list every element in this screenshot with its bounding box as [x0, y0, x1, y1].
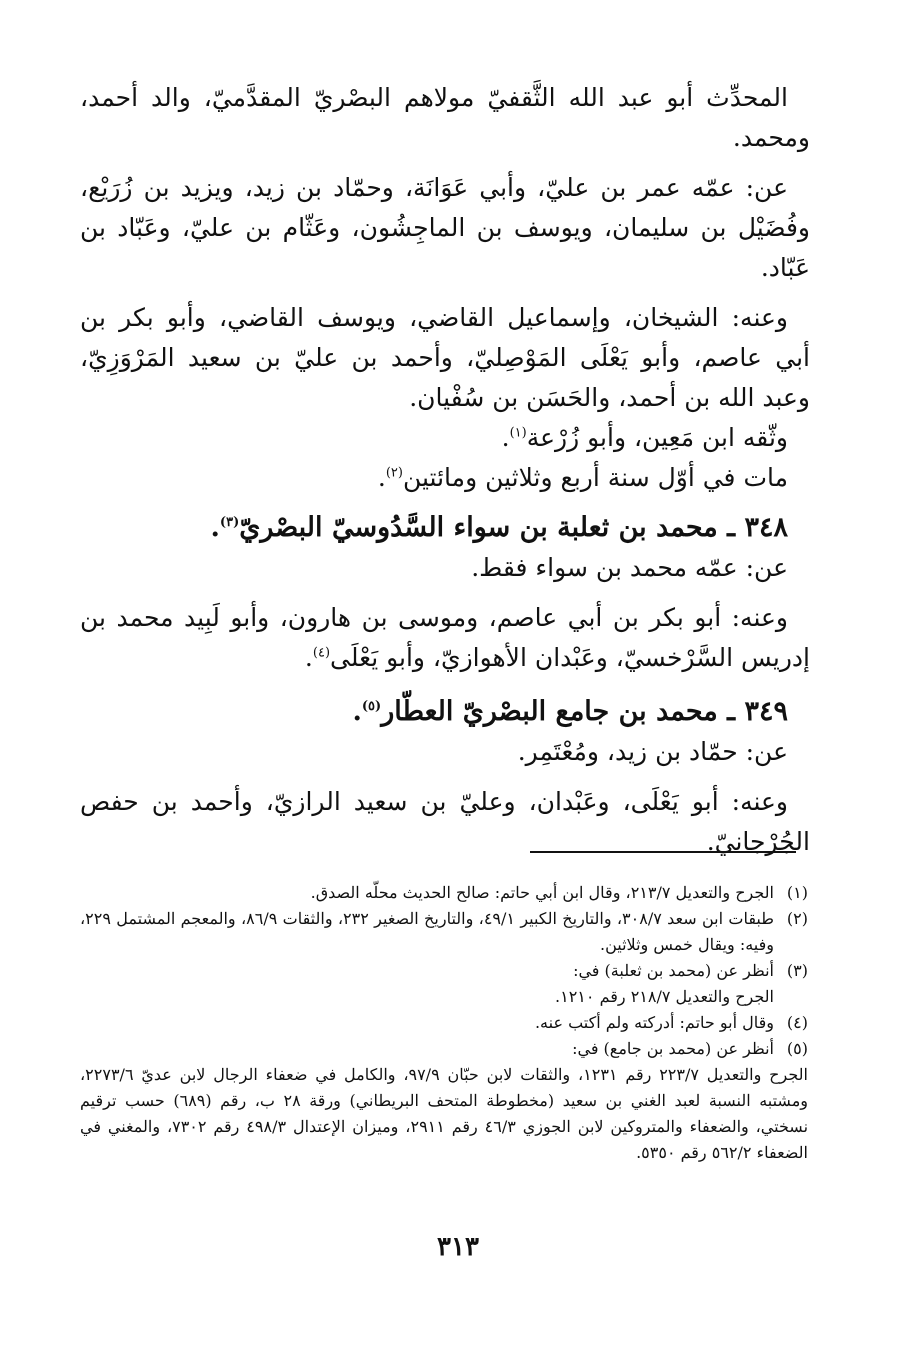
paragraph-348-students: وعنه: أبو بكر بن أبي عاصم، وموسى بن هارون، وأبو لَبِيد محمد بن إدريس السَّرْخسيّ، وعَبْدان الأهوازيّ، وأبو يَعْلَى$^{(٤)}$.: [80, 603, 810, 672]
entry-heading-348: ٣٤٨ ـ محمد بن ثعلبة بن سواء السَّدُوسيّ البصْريّ$^{(٣)}$.: [210, 512, 788, 543]
footnote-5-references: الجرح والتعديل ٢٢٣/٧ رقم ١٢٣١، والثقات لابن حبّان ٩٧/٩، والكامل في ضعفاء الرجال لابن عديّ ٢٢٧٣/٦، ومشتبه النسبة لعبد الغني بن سعيد (مخطوطة المتحف البريطاني) ورقة ٢٨ ب، رقم (٦٨٩) حسب ترقيم نسختي، والضعفاء والمتروكين لابن الجوزي ٤٦/٣ رقم ٢٩١١، وميزان الإعتدال ٤٩٨/٣ رقم ٧٣٠٢، والمغني في الضعفاء ٥٦٢/٢ رقم ٥٣٥٠.: [80, 1065, 809, 1162]
footnote-ref-2: (٢): [385, 465, 403, 481]
footnote-number: (٤): [786, 1013, 808, 1032]
footnote-1: [80, 880, 808, 906]
paragraph-teachers: عن: عمّه عمر بن عليّ، وأبي عَوَانَة، وحمّاد بن زيد، ويزيد بن زُرَيْع، وفُضَيْل بن سليمان، ويوسف بن الماجِشُون، وعَثّام بن عليّ، وعَبّاد بن عَبّاد.: [80, 173, 810, 282]
entry-heading-349: ٣٤٩ ـ محمد بن جامع البصْريّ العطّار$^{(٥)}$.: [352, 696, 788, 727]
paragraph-349-teachers: عن: حمّاد بن زيد، ومُعْتَمِر.: [517, 737, 788, 766]
paragraph-students: وعنه: الشيخان، وإسماعيل القاضي، ويوسف القاضي، وأبو بكر بن أبي عاصم، وأبو يَعْلَى المَوْصِليّ، وأحمد بن عليّ بن سعيد المَرْوَزِيّ، وعبد الله بن أحمد، والحَسَن بن سُفْيان.: [80, 303, 810, 412]
death-text: مات في أوّل سنة أربع وثلاثين ومائتين: [402, 463, 788, 492]
footnote-ref-1: (١): [509, 425, 527, 441]
entry-349-title: ٣٤٩ ـ محمد بن جامع البصْريّ العطّار: [381, 696, 788, 727]
footnote-text: وقال أبو حاتم: أدركته ولم أكتب عنه.: [534, 1013, 774, 1032]
footnotes: [80, 880, 808, 1166]
page-number: ٣١٣: [437, 1232, 479, 1262]
footnote-number: (٥): [786, 1039, 808, 1058]
footnote-3: [80, 958, 808, 1010]
footnote-text: الجرح والتعديل ٢١٣/٧، وقال ابن أبي حاتم: صالح الحديث محلّه الصدق.: [310, 883, 774, 902]
footnote-number: (١): [786, 883, 808, 902]
authentication-text: وثّقه ابن مَعِين، وأبو زُرْعة: [526, 423, 788, 452]
paragraph-death: مات في أوّل سنة أربع وثلاثين ومائتين$^{(٢)}$.: [377, 463, 788, 492]
paragraph-349-students: وعنه: أبو يَعْلَى، وعَبْدان، وعليّ بن سعيد الرازيّ، وأحمد بن حفص الجُرْجانيّ.: [80, 787, 810, 856]
footnote-text: أنظر عن (محمد بن جامع) في:: [572, 1039, 774, 1058]
footnote-ref-3: (٣): [219, 515, 240, 530]
paragraph-biography-continuation: المحدِّث أبو عبد الله الثَّقفيّ مولاهم البصْريّ المقدَّميّ، والد أحمد، ومحمد.: [80, 83, 810, 152]
footnote-5: [80, 1036, 808, 1062]
footnote-ref-5: (٥): [361, 699, 382, 714]
footnote-number: (٣): [786, 961, 808, 980]
footnote-ref-4: (٤): [312, 645, 331, 661]
footnote-text: الجرح والتعديل ٢١٨/٧ رقم ١٢١٠.: [555, 987, 774, 1006]
main-text: [80, 78, 810, 862]
footnote-text: أنظر عن (محمد بن ثعلبة) في:: [573, 961, 774, 980]
paragraph-348-teacher: عن: عمّه محمد بن سواء فقط.: [471, 553, 788, 582]
footnote-4: [80, 1010, 808, 1036]
paragraph-authentication: وثّقه ابن مَعِين، وأبو زُرْعة$^{(١)}$.: [501, 423, 788, 452]
footnote-number: (٢): [786, 909, 808, 928]
footnote-text: طبقات ابن سعد ٣٠٨/٧، والتاريخ الكبير ٤٩/١، والتاريخ الصغير ٢٣٢، والثقات ٨٦/٩، والمعجم المشتمل ٢٢٩، وفيه: ويقال خمس وثلاثين.: [80, 909, 774, 954]
footnote-2: [80, 906, 808, 958]
footnote-separator: [530, 851, 796, 853]
students-348-text: وعنه: أبو بكر بن أبي عاصم، وموسى بن هارون، وأبو لَبِيد محمد بن إدريس السَّرْخسيّ، وعَبْدان الأهوازيّ، وأبو يَعْلَى: [80, 603, 810, 672]
entry-348-title: ٣٤٨ ـ محمد بن ثعلبة بن سواء السَّدُوسيّ البصْريّ: [239, 512, 788, 543]
